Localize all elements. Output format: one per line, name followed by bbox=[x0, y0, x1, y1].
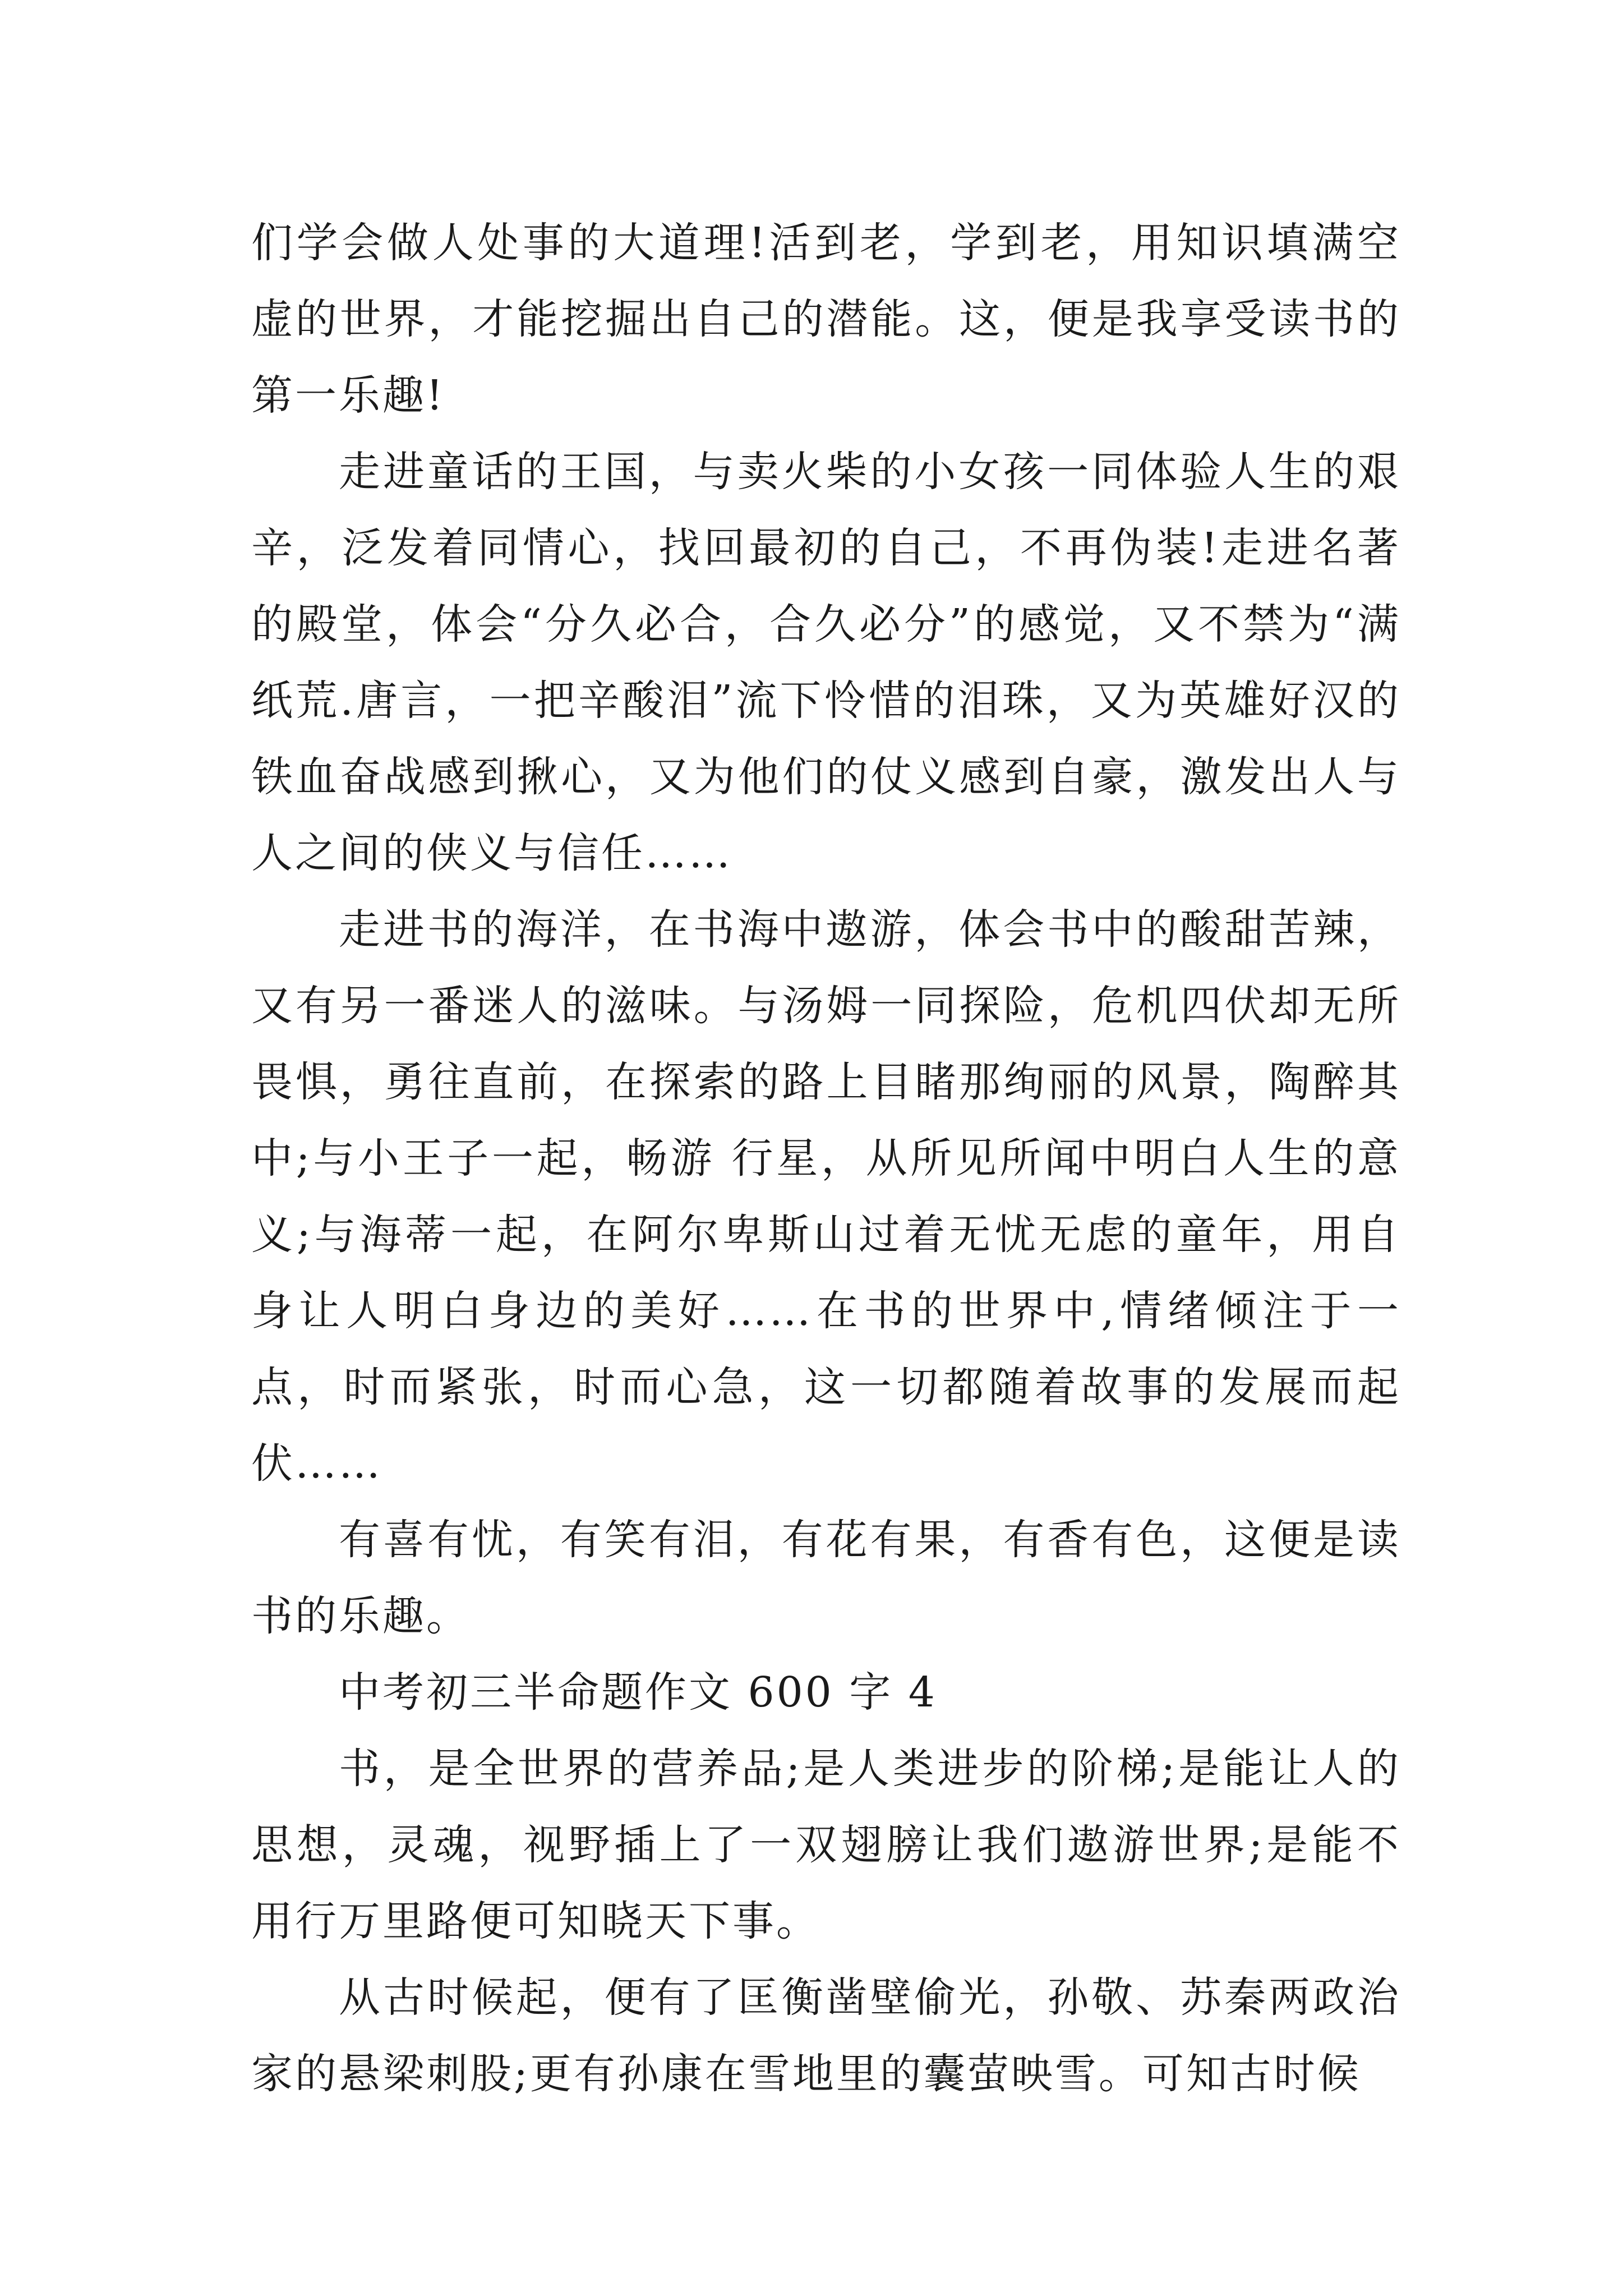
section-heading: 中考初三半命题作文 600 字 4 bbox=[339, 1668, 937, 1717]
paragraph-2: 走进童话的王国，与卖火柴的小女孩一同体验人生的艰辛，泛发着同情心，找回最初的自己，不再伪装!走进名著的殿堂，体会“分久必合，合久必分”的感觉，又不禁为“满纸荒.唐言，一把辛酸泪”流下怜惜的泪珠，又为英雄好汉的铁血奋战感到揪心，又为他们的仗义感到自豪，激发出人与人之间的侠义与信任…… bbox=[251, 448, 1401, 877]
paragraph-6: 从古时候起，便有了匡衡凿壁偷光，孙敬、苏秦两政治家的悬梁刺股;更有孙康在雪地里的囊萤映雪。可知古时候 bbox=[251, 1973, 1401, 2098]
paragraph-5: 书，是全世界的营养品;是人类进步的阶梯;是能让人的思想，灵魂，视野插上了一双翅膀让我们遨游世界;是能不用行万里路便可知晓天下事。 bbox=[251, 1745, 1401, 1945]
paragraph-1: 们学会做人处事的大道理!活到老，学到老，用知识填满空虚的世界，才能挖掘出自己的潜能。这，便是我享受读书的第一乐趣! bbox=[251, 219, 1401, 420]
document-body bbox=[251, 205, 1401, 2112]
paragraph-3: 走进书的海洋，在书海中遨游，体会书中的酸甜苦辣，又有另一番迷人的滋味。与汤姆一同探险，危机四伏却无所畏惧，勇往直前，在探索的路上目睹那绚丽的风景，陶醉其中;与小王子一起，畅游 行星，从所见所闻中明白人生的意义;与海蒂一起，在阿尔卑斯山过着无忧无虑的童年，用自身让人明白身边的美好……在书的世界中,情绪倾注于一点，时而紧张，时而心急，这一切都随着故事的发展而起伏…… bbox=[251, 905, 1401, 1488]
paragraph-4: 有喜有忧，有笑有泪，有花有果，有香有色，这便是读书的乐趣。 bbox=[251, 1516, 1401, 1640]
